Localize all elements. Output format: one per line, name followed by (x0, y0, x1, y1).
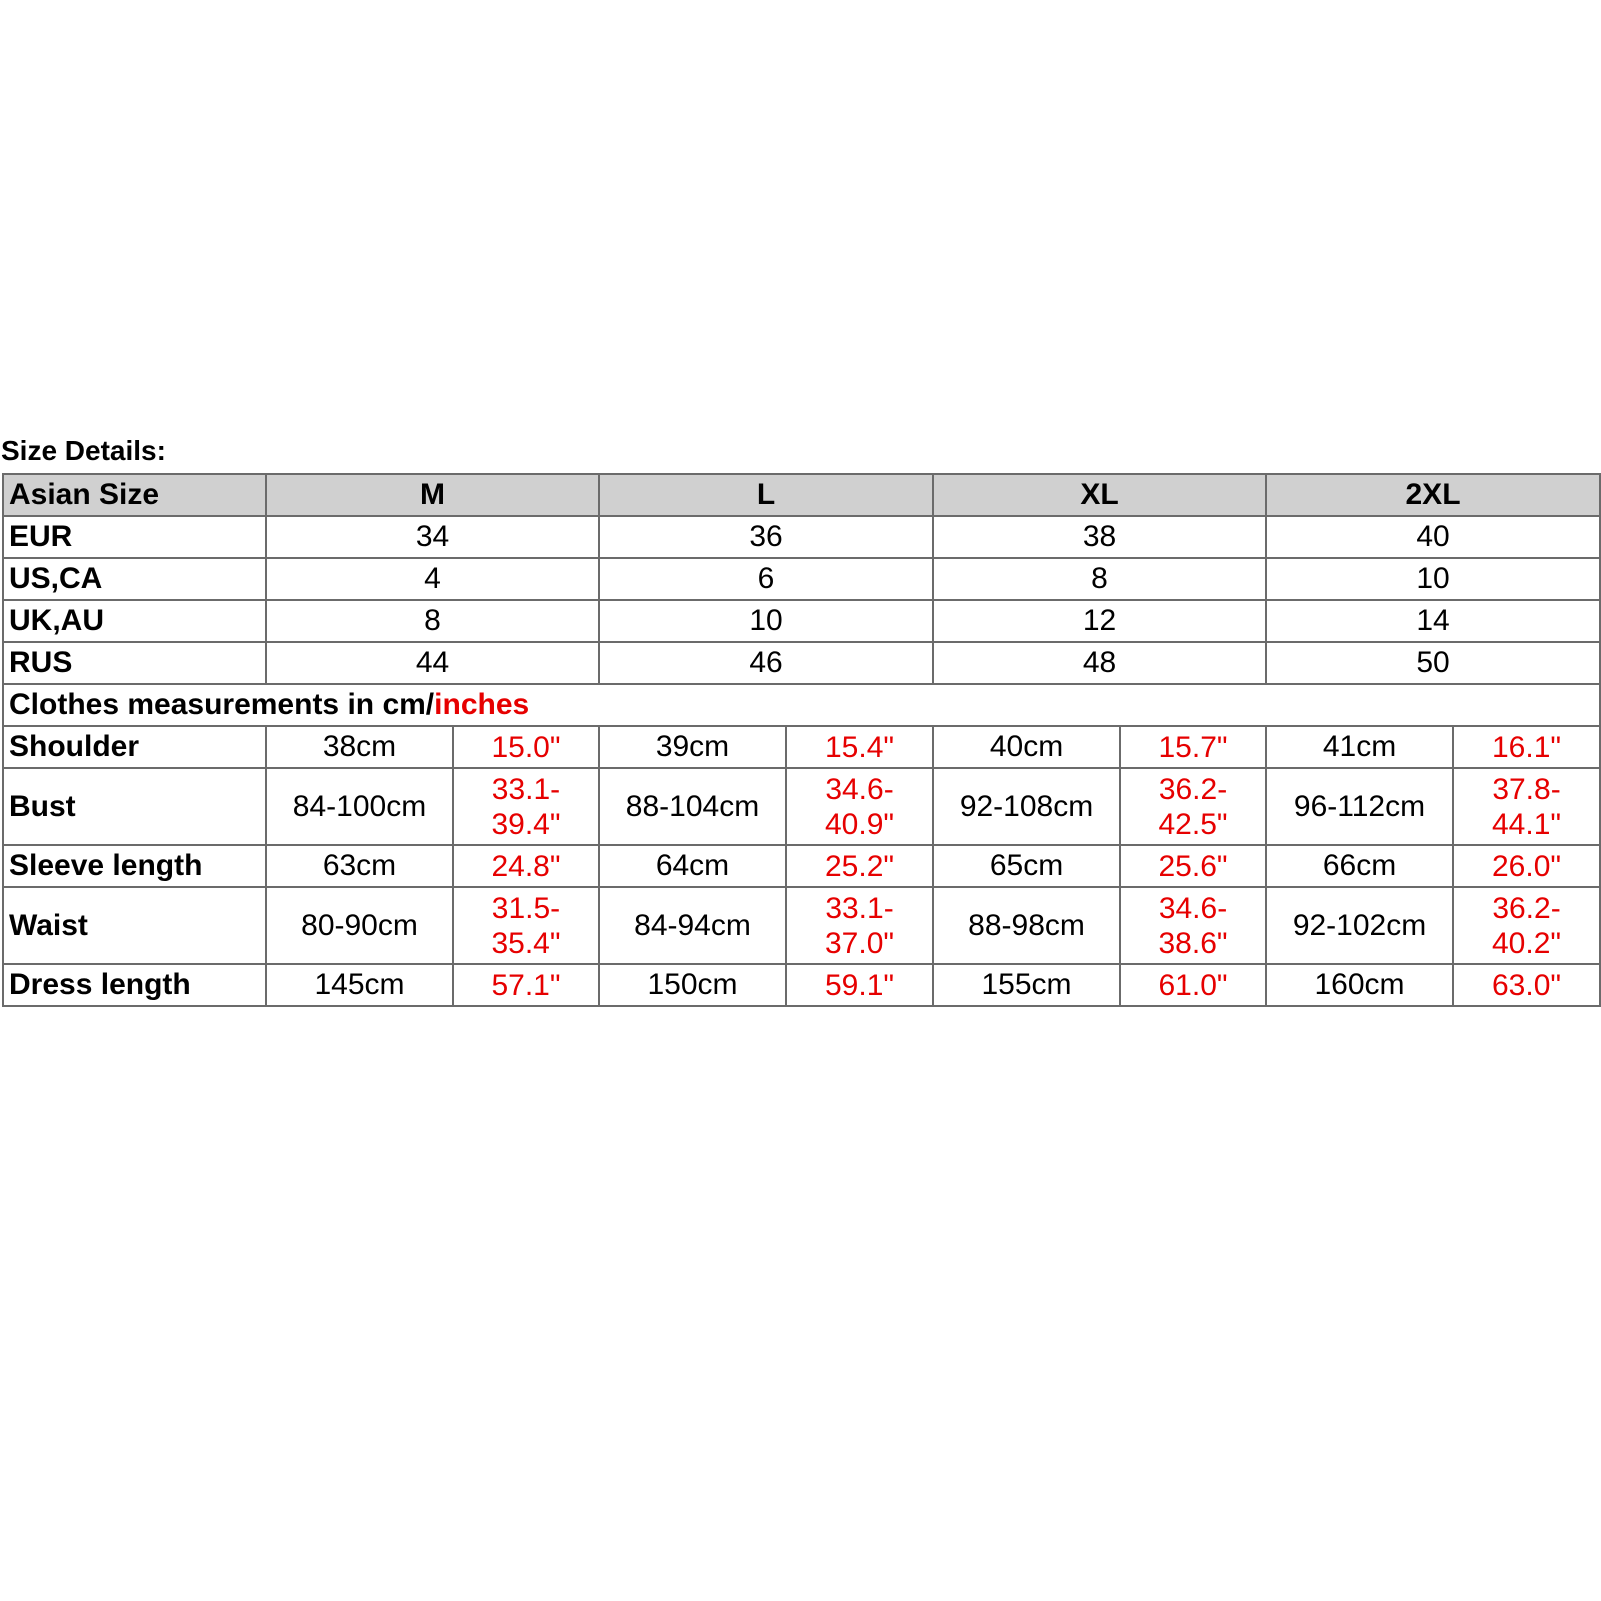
inch-line: 31.5- (491, 891, 561, 925)
row-label: Shoulder (3, 726, 266, 768)
row-label: RUS (3, 642, 266, 684)
row-label: Sleeve length (3, 845, 266, 887)
inch-line: 39.4" (491, 807, 561, 841)
inch-cell (1453, 964, 1600, 1006)
inch-cell (453, 845, 599, 887)
row-label: EUR (3, 516, 266, 558)
table-cell: 44 (266, 642, 599, 684)
conversion-row (3, 600, 1600, 642)
inch-line: 40.2" (1491, 926, 1562, 960)
inch-line: 25.6" (1158, 849, 1228, 883)
measurements-title-row (3, 684, 1600, 726)
inch-line: 15.0" (491, 730, 561, 764)
cm-cell: 38cm (266, 726, 453, 768)
cm-cell: 88-104cm (599, 768, 786, 845)
inch-cell (1120, 964, 1266, 1006)
inch-cell (1453, 768, 1600, 845)
header-row (3, 474, 1600, 516)
table-body (3, 474, 1600, 1006)
inch-line: 36.2- (1492, 891, 1561, 925)
inch-cell (453, 726, 599, 768)
cm-cell: 155cm (933, 964, 1120, 1006)
measurements-title-highlight: inches (434, 688, 530, 721)
inch-line: 63.0" (1491, 968, 1562, 1002)
table-cell: 12 (933, 600, 1266, 642)
table-cell: 36 (599, 516, 933, 558)
row-label: Dress length (3, 964, 266, 1006)
inch-line: 26.0" (1491, 849, 1562, 883)
inch-line: 37.8- (1492, 772, 1561, 806)
inch-line: 35.4" (491, 926, 561, 960)
table-cell: 48 (933, 642, 1266, 684)
inch-line: 40.9" (824, 807, 895, 841)
inch-cell (786, 726, 933, 768)
inch-line: 59.1" (824, 968, 895, 1002)
measurements-title (3, 684, 1600, 726)
inch-line: 24.8" (491, 849, 561, 883)
measurement-row (3, 845, 1600, 887)
size-header-cell: XL (933, 474, 1266, 516)
table-cell: 8 (266, 600, 599, 642)
inch-line: 34.6- (825, 772, 894, 806)
table-cell: 8 (933, 558, 1266, 600)
inch-cell (1120, 845, 1266, 887)
row-label: US,CA (3, 558, 266, 600)
inch-line: 15.7" (1158, 730, 1228, 764)
inch-cell (786, 768, 933, 845)
table-cell: 38 (933, 516, 1266, 558)
cm-cell: 84-94cm (599, 887, 786, 964)
inch-line: 44.1" (1491, 807, 1562, 841)
cm-cell: 92-102cm (1266, 887, 1453, 964)
row-label: Bust (3, 768, 266, 845)
table-cell: 14 (1266, 600, 1600, 642)
measurement-row (3, 726, 1600, 768)
inch-cell (786, 845, 933, 887)
inch-line: 34.6- (1158, 891, 1228, 925)
inch-cell (1453, 845, 1600, 887)
inch-cell (1453, 887, 1600, 964)
inch-line: 61.0" (1158, 968, 1228, 1002)
cm-cell: 65cm (933, 845, 1120, 887)
conversion-row (3, 642, 1600, 684)
inch-line: 33.1- (491, 772, 561, 806)
inch-cell (1120, 726, 1266, 768)
table-cell: 50 (1266, 642, 1600, 684)
table-cell: 46 (599, 642, 933, 684)
cm-cell: 160cm (1266, 964, 1453, 1006)
conversion-row (3, 516, 1600, 558)
table-cell: 10 (1266, 558, 1600, 600)
table-cell: 10 (599, 600, 933, 642)
inch-line: 25.2" (824, 849, 895, 883)
inch-line: 15.4" (824, 730, 895, 764)
size-chart-table (2, 473, 1601, 1007)
row-label: Waist (3, 887, 266, 964)
measurements-title-prefix: Clothes measurements in cm/ (9, 688, 435, 721)
cm-cell: 88-98cm (933, 887, 1120, 964)
cm-cell: 96-112cm (1266, 768, 1453, 845)
measurement-row (3, 768, 1600, 845)
size-header-cell: M (266, 474, 599, 516)
table-cell: 40 (1266, 516, 1600, 558)
table-cell: 34 (266, 516, 599, 558)
inch-cell (786, 887, 933, 964)
cm-cell: 39cm (599, 726, 786, 768)
table-cell: 4 (266, 558, 599, 600)
size-header-cell: 2XL (1266, 474, 1600, 516)
inch-cell (453, 768, 599, 845)
row-label: UK,AU (3, 600, 266, 642)
cm-cell: 66cm (1266, 845, 1453, 887)
inch-cell (1120, 768, 1266, 845)
cm-cell: 80-90cm (266, 887, 453, 964)
inch-line: 42.5" (1158, 807, 1228, 841)
inch-line: 33.1- (825, 891, 894, 925)
cm-cell: 63cm (266, 845, 453, 887)
inch-cell (453, 887, 599, 964)
inch-cell (1453, 726, 1600, 768)
cm-cell: 84-100cm (266, 768, 453, 845)
inch-cell (1120, 887, 1266, 964)
inch-line: 36.2- (1158, 772, 1228, 806)
page-title: Size Details: (1, 435, 166, 466)
cm-cell: 145cm (266, 964, 453, 1006)
conversion-row (3, 558, 1600, 600)
table-cell: 6 (599, 558, 933, 600)
cm-cell: 150cm (599, 964, 786, 1006)
cm-cell: 40cm (933, 726, 1120, 768)
header-label: Asian Size (3, 474, 266, 516)
inch-line: 57.1" (491, 968, 561, 1002)
inch-cell (453, 964, 599, 1006)
inch-line: 38.6" (1158, 926, 1228, 960)
inch-line: 37.0" (824, 926, 895, 960)
size-header-cell: L (599, 474, 933, 516)
measurement-row (3, 964, 1600, 1006)
cm-cell: 41cm (1266, 726, 1453, 768)
cm-cell: 64cm (599, 845, 786, 887)
inch-cell (786, 964, 933, 1006)
cm-cell: 92-108cm (933, 768, 1120, 845)
inch-line: 16.1" (1491, 730, 1562, 764)
measurement-row (3, 887, 1600, 964)
